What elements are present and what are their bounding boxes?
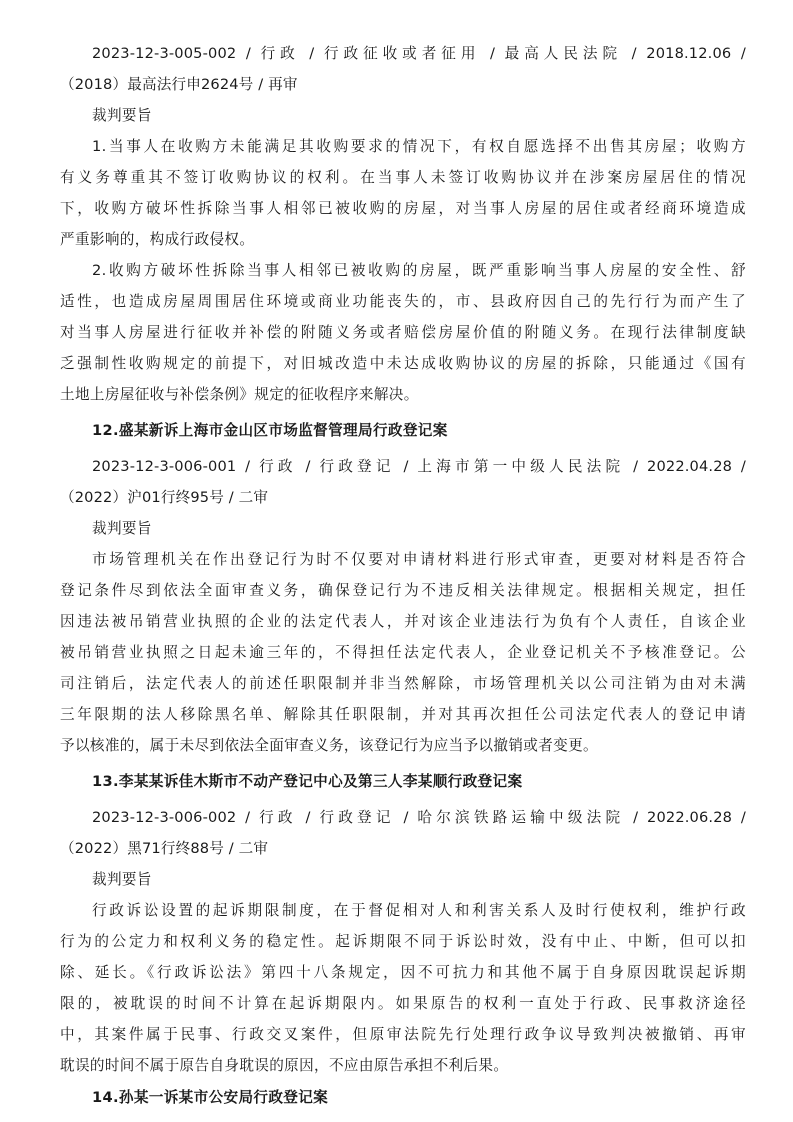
case-meta-line: （2022）黑71行终88号 / 二审 <box>60 840 269 857</box>
case-title: 12.盛某新诉上海市金山区市场监督管理局行政登记案 <box>92 422 448 439</box>
paragraph-line: 市场管理机关在作出登记行为时不仅要对申请材料进行形式审查，更要对材料是否符合 <box>92 551 746 568</box>
case-title: 13.李某某诉佳木斯市不动产登记中心及第三人李某顺行政登记案 <box>92 773 523 790</box>
paragraph-line: 严重影响的，构成行政侵权。 <box>60 231 255 248</box>
case-meta-line: （2022）沪01行终95号 / 二审 <box>60 489 269 506</box>
gist-heading: 裁判要旨 <box>92 520 152 537</box>
paragraph-line: 下，收购方破坏性拆除当事人相邻已被收购的房屋，对当事人房屋的居住或者经商环境造成 <box>60 200 746 217</box>
paragraph-line: 行为的公定力和权利义务的稳定性。起诉期限不同于诉讼时效，没有中止、中断，但可以扣 <box>60 933 746 950</box>
case-meta-line: 2023-12-3-006-002 / 行政 / 行政登记 / 哈尔滨铁路运输中级法院 / 2022.06.28 / <box>92 809 746 826</box>
paragraph-line: 土地上房屋征收与补偿条例》规定的征收程序来解决。 <box>60 386 419 403</box>
gist-heading: 裁判要旨 <box>92 107 152 124</box>
paragraph-line: 三年限期的法人移除黑名单、解除其任职限制，并对其再次担任公司法定代表人的登记申请 <box>60 706 746 723</box>
paragraph-line: 对当事人房屋进行征收并补偿的附随义务或者赔偿房屋价值的附随义务。在现行法律制度缺 <box>60 324 746 341</box>
case-meta-line: （2018）最高法行申2624号 / 再审 <box>60 76 298 93</box>
paragraph-line: 除、延长。《行政诉讼法》第四十八条规定，因不可抗力和其他不属于自身原因耽误起诉期 <box>60 964 746 981</box>
paragraph-line: 有义务尊重其不签订收购协议的权利。在当事人未签订收购协议并在涉案房屋居住的情况 <box>60 169 746 186</box>
gist-heading: 裁判要旨 <box>92 871 152 888</box>
paragraph-line: 2.收购方破坏性拆除当事人相邻已被收购的房屋，既严重影响当事人房屋的安全性、舒 <box>92 262 746 279</box>
paragraph-line: 因违法被吊销营业执照的企业的法定代表人，并对该企业违法行为负有个人责任，自该企业 <box>60 613 746 630</box>
case-meta-line: 2023-12-3-006-001 / 行政 / 行政登记 / 上海市第一中级人民法院 / 2022.04.28 / <box>92 458 746 475</box>
paragraph-line: 司注销后，法定代表人的前述任职限制并非当然解除，市场管理机关以公司注销为由对未满 <box>60 675 746 692</box>
paragraph-line: 被吊销营业执照之日起未逾三年的，不得担任法定代表人，企业登记机关不予核准登记。公 <box>60 644 746 661</box>
paragraph-line: 予以核准的，属于未尽到依法全面审查义务，该登记行为应当予以撤销或者变更。 <box>60 737 598 754</box>
paragraph-line: 乏强制性收购规定的前提下，对旧城改造中未达成收购协议的房屋的拆除，只能通过《国有 <box>60 355 746 372</box>
paragraph-line: 耽误的时间不属于原告自身耽误的原因，不应由原告承担不利后果。 <box>60 1057 509 1074</box>
paragraph-line: 登记条件尽到依法全面审查义务，确保登记行为不违反相关法律规定。根据相关规定，担任 <box>60 582 746 599</box>
case-meta-line: 2023-12-3-005-002 / 行政 / 行政征收或者征用 / 最高人民法院 / 2018.12.06 / <box>92 45 746 62</box>
paragraph-line: 适性，也造成房屋周围居住环境或商业功能丧失的，市、县政府因自己的先行行为而产生了 <box>60 293 746 310</box>
case-title: 14.孙某一诉某市公安局行政登记案 <box>92 1089 329 1106</box>
paragraph-line: 1.当事人在收购方未能满足其收购要求的情况下，有权自愿选择不出售其房屋；收购方 <box>92 138 746 155</box>
paragraph-line: 中，其案件属于民事、行政交叉案件，但原审法院先行处理行政争议导致判决被撤销、再审 <box>60 1026 746 1043</box>
paragraph-line: 限的，被耽误的时间不计算在起诉期限内。如果原告的权利一直处于行政、民事救济途径 <box>60 995 746 1012</box>
paragraph-line: 行政诉讼设置的起诉期限制度，在于督促相对人和利害关系人及时行使权利，维护行政 <box>92 902 746 919</box>
